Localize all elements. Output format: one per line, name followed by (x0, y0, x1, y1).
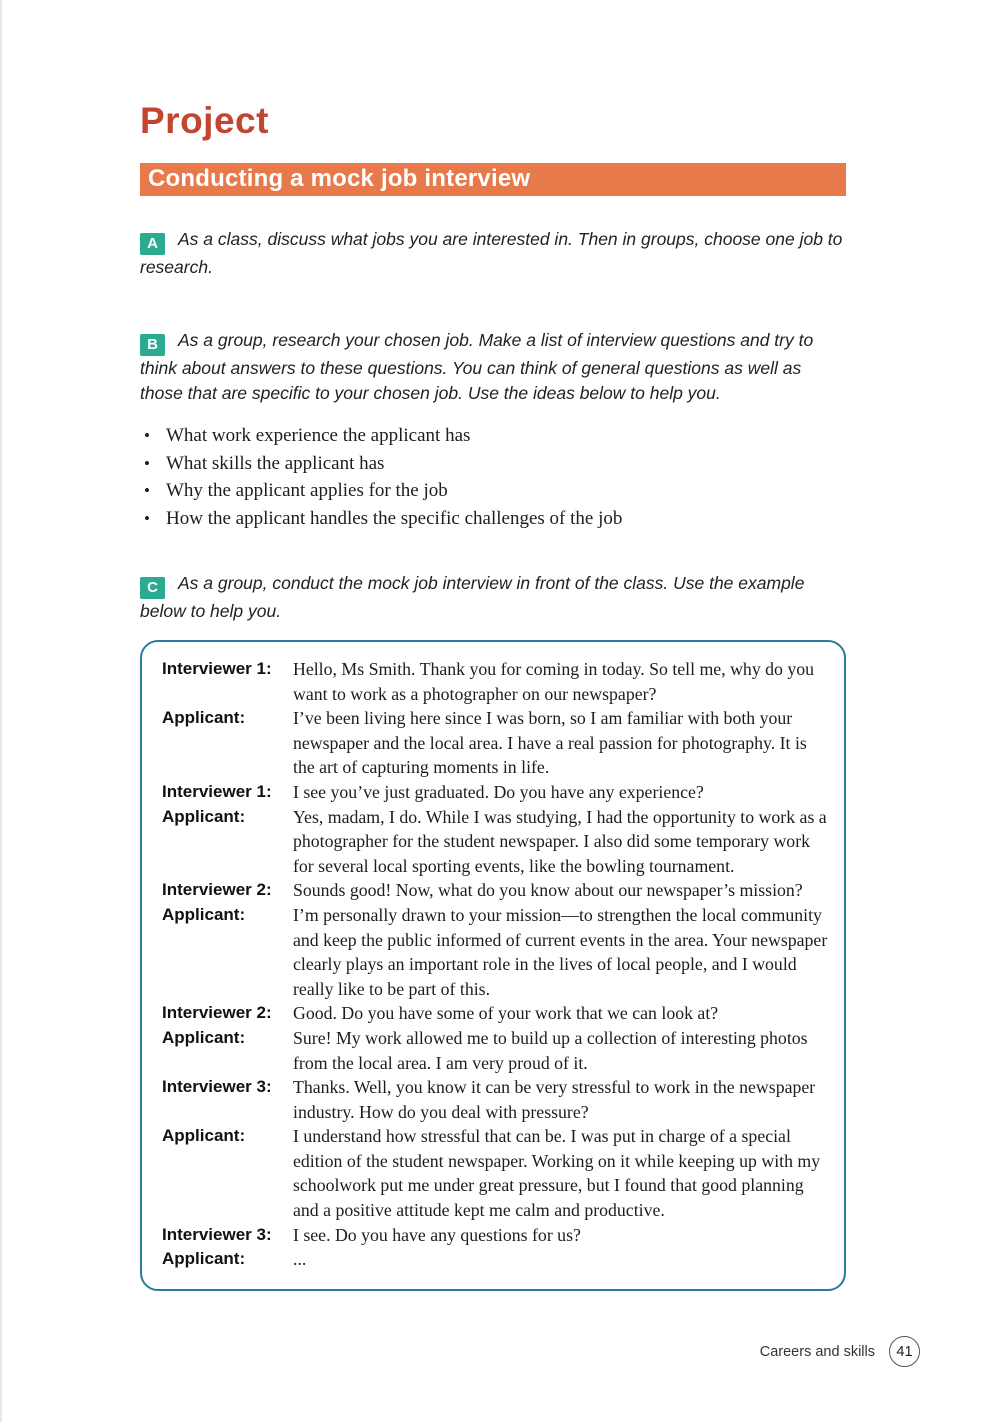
dialogue-row (162, 805, 832, 879)
page-content (140, 0, 846, 1291)
dialogue-row (162, 903, 832, 1001)
dialogue-speaker: Interviewer 1: (162, 781, 272, 801)
task-c (140, 571, 846, 624)
list-item: • What work experience the applicant has (140, 422, 846, 450)
task-b-text: As a group, research your chosen job. Make a list of interview questions and try to think about answers to these questions. You can think of general questions as well as those that are specific to your chosen job. Use the ideas below to help you. (140, 330, 814, 403)
list-item: • How the applicant handles the specific challenges of the job (140, 505, 846, 533)
dialogue-line: Sure! My work allowed me to build up a collection of interesting photos from the local area. I am very proud of it. (293, 1027, 808, 1073)
task-b (140, 328, 846, 406)
dialogue-line: Thanks. Well, you know it can be very stressful to work in the newspaper industry. How do you deal with pressure? (293, 1077, 816, 1122)
page-footer (760, 1336, 920, 1367)
dialogue-speaker: Applicant: (162, 1249, 246, 1269)
dialogue-speaker: Applicant: (162, 904, 246, 924)
section-banner (140, 163, 846, 196)
dialogue-speaker: Interviewer 3: (162, 1224, 272, 1244)
dialogue-speaker: Applicant: (162, 708, 246, 728)
ideas-list (140, 422, 846, 532)
list-item: • What skills the applicant has (140, 450, 846, 478)
page-title: Project (140, 100, 269, 141)
list-item: • Why the applicant applies for the job (140, 477, 846, 505)
task-a-badge: A (140, 233, 165, 255)
task-a-text: As a class, discuss what jobs you are interested in. Then in groups, choose one job to research. (140, 229, 843, 277)
dialogue-line: I understand how stressful that can be. I was put in charge of a special edition of the student newspaper. Working on it while keeping up with my schoolwork put me under great pressure, but I found that good planning and a positive attitude kept me calm and productive. (293, 1126, 821, 1221)
dialogue-line: Hello, Ms Smith. Thank you for coming in today. So tell me, why do you want to work as a photographer on our newspaper? (293, 659, 815, 704)
dialogue-speaker: Interviewer 3: (162, 1077, 272, 1097)
dialogue-row (162, 1001, 832, 1026)
dialogue-row (162, 780, 832, 805)
task-c-text: As a group, conduct the mock job interview in front of the class. Use the example below to help you. (140, 573, 805, 621)
task-a (140, 227, 846, 280)
dialogue-row (162, 657, 832, 706)
dialogue-box (140, 640, 846, 1291)
dialogue-line: I see you’ve just graduated. Do you have any experience? (293, 781, 704, 802)
dialogue-row (162, 706, 832, 780)
dialogue-row (162, 1026, 832, 1075)
dialogue-row (162, 1124, 832, 1222)
dialogue-line: Yes, madam, I do. While I was studying, I had the opportunity to work as a photographer for the student newspaper. I also did some temporary work for several local sporting events, like the bowling tournament. (293, 806, 827, 876)
dialogue-speaker: Applicant: (162, 1126, 246, 1146)
dialogue-line: Sounds good! Now, what do you know about our newspaper’s mission? (293, 880, 803, 901)
dialogue-speaker: Applicant: (162, 1027, 246, 1047)
dialogue-speaker: Interviewer 2: (162, 1003, 272, 1023)
footer-label: Careers and skills (759, 1343, 875, 1360)
dialogue-line: ... (293, 1249, 307, 1270)
dialogue-row (162, 878, 832, 903)
dialogue-row (162, 1247, 832, 1272)
dialogue-line: Good. Do you have some of your work that we can look at? (293, 1003, 719, 1024)
dialogue-speaker: Interviewer 1: (162, 659, 272, 678)
dialogue-line: I see. Do you have any questions for us? (293, 1224, 581, 1245)
task-c-badge: C (140, 577, 165, 599)
dialogue-line: I’m personally drawn to your mission—to strengthen the local community and keep the public informed of current events in the area. Your newspaper clearly plays an important role in the lives of local people, and I would really like to be part of this. (293, 904, 828, 999)
dialogue-row (162, 1223, 832, 1248)
page-scan-edge (0, 0, 2, 1422)
dialogue-speaker: Interviewer 2: (162, 880, 272, 900)
dialogue-speaker: Applicant: (162, 806, 246, 826)
section-banner-text: Conducting a mock job interview (148, 165, 531, 192)
dialogue-row (162, 1075, 832, 1124)
dialogue-line: I’ve been living here since I was born, so I am familiar with both your newspaper and the local area. I have a real passion for photography. It is the art of capturing moments in life. (293, 708, 807, 778)
page-number-badge: 41 (889, 1336, 920, 1367)
task-b-badge: B (140, 334, 165, 356)
